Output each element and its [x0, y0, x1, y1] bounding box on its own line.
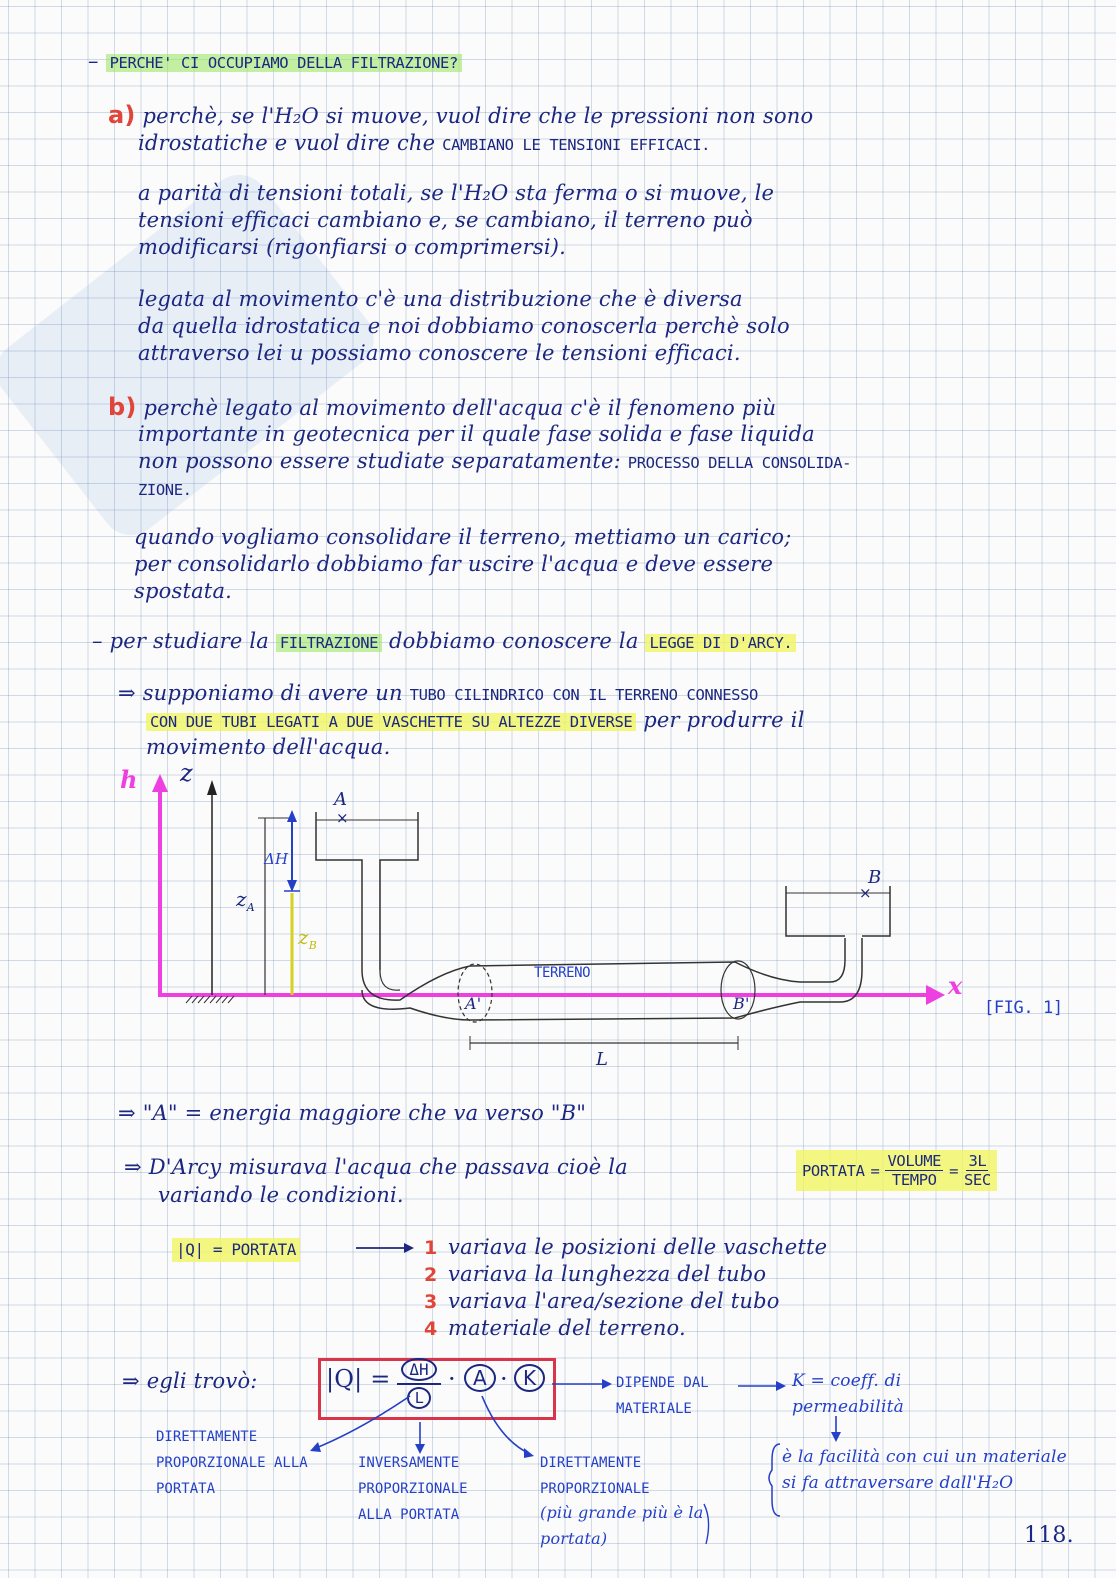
point-b-caps: PROCESSO DELLA CONSOLIDA-	[627, 454, 852, 472]
point-b-marker: b)	[108, 393, 137, 421]
point-a-marker: a)	[108, 101, 136, 129]
para3-line3: attraverso lei u possiamo conoscere le tensioni efficaci.	[138, 341, 741, 365]
z-label: z	[180, 759, 193, 787]
dir1-note: DIRETTAMENTE PROPORZIONALE ALLA PORTATA	[156, 1429, 308, 1497]
arrow-icon: ⇒	[118, 681, 136, 705]
dir2-note: DIRETTAMENTE PROPORZIONALE	[540, 1455, 650, 1497]
filtrazione-highlight: FILTRAZIONE	[276, 634, 382, 652]
point-b-text3: non possono essere studiate separatamente:	[138, 449, 621, 473]
formula-a: A	[464, 1364, 496, 1392]
para3-line2: da quella idrostatica e noi dobbiamo conoscerla perchè solo	[138, 314, 790, 338]
a-label: A	[334, 789, 348, 810]
suppose-post: per produrre il	[643, 708, 805, 732]
page-number: 118.	[1024, 1523, 1074, 1548]
dir2-paren-note: (più grande più è la portata)	[540, 1503, 704, 1548]
arrow-icon-3: ⇒	[124, 1155, 142, 1179]
suppose-pre: supponiamo di avere un	[142, 681, 403, 705]
q-portata-label: |Q| = PORTATA	[172, 1238, 300, 1262]
arrow-icon-2: ⇒	[118, 1101, 136, 1125]
arrowhead-5	[776, 1381, 786, 1391]
arrowhead-4	[602, 1379, 612, 1389]
egli-trovo-text: egli trovò:	[146, 1369, 258, 1393]
para3-line1: legata al movimento c'è una distribuzione che è diversa	[138, 287, 743, 311]
arrow-to-dir2	[482, 1396, 530, 1454]
para5-line1: quando vogliamo consolidare il terreno, mettiamo un carico;	[134, 525, 792, 549]
point-b-line2: importante in geotecnica per il quale fase solida e fase liquida	[138, 422, 815, 446]
formula-l: L	[407, 1387, 431, 1409]
section-title: – PERCHE' CI OCCUPIAMO DELLA FILTRAZIONE?	[88, 48, 462, 77]
point-b-text1: perchè legato al movimento dell'acqua c'è il fenomeno più	[143, 396, 777, 420]
fig-label: [FIG. 1]	[984, 998, 1063, 1018]
k-note: è la facilità con cui un materiale si fa attraversare dall'H₂O	[782, 1447, 1067, 1493]
terreno-label: TERRENO	[534, 965, 591, 981]
darcy-measure-line2: variando le condizioni.	[158, 1183, 404, 1207]
formula-dot-1: ·	[448, 1365, 456, 1393]
darcy-intro-mid: dobbiamo conoscere la	[389, 629, 639, 653]
arrowhead-3	[524, 1448, 534, 1458]
arrow-icon-4: ⇒	[122, 1369, 140, 1393]
za-label: $z_A$	[236, 887, 255, 914]
a-prime-label: A'	[465, 994, 482, 1013]
suppose-caps1: TUBO CILINDRICO CON IL TERRENO CONNESSO	[409, 686, 758, 704]
legge-darcy-highlight: LEGGE DI D'ARCY.	[645, 634, 796, 652]
inv-note: INVERSAMENTE PROPORZIONALE ALLA PORTATA	[358, 1455, 468, 1523]
formula-dot-2: ·	[500, 1365, 508, 1393]
list-item-1: 1 variava le posizioni delle vaschette	[424, 1235, 828, 1259]
dh-label: ΔH	[264, 850, 289, 868]
mark-a: ×	[336, 809, 349, 827]
eq-sign-2: =	[949, 1161, 958, 1180]
para5-line2: per consolidarlo dobbiamo far uscire l'acqua e deve essere	[134, 552, 774, 576]
mark-b: ×	[859, 884, 872, 902]
section-title-text: PERCHE' CI OCCUPIAMO DELLA FILTRAZIONE?	[106, 54, 462, 72]
point-a-text1: perchè, se l'H₂O si muove, vuol dire che le pressioni non sono	[142, 104, 814, 128]
list-item-3: 3 variava l'area/sezione del tubo	[424, 1289, 780, 1313]
para2-line1: a parità di tensioni totali, se l'H₂O sta ferma o si muove, le	[138, 181, 775, 205]
dipende-note: DIPENDE DAL MATERIALE	[616, 1375, 709, 1417]
x-label: x	[948, 971, 963, 1000]
k-def-note: K = coeff. di permeabilità	[792, 1371, 904, 1417]
k-note-brace	[769, 1444, 780, 1516]
eq-sign: =	[870, 1161, 880, 1180]
para2-line2: tensioni efficaci cambiano e, se cambiano, il terreno può	[138, 208, 753, 232]
para5-line3: spostata.	[134, 579, 233, 603]
b-label: B	[868, 867, 882, 888]
darcy-measure-text: D'Arcy misurava l'acqua che passava cioè la	[148, 1155, 628, 1179]
formula-k: K	[514, 1364, 545, 1392]
suppose-line3: movimento dell'acqua.	[146, 735, 391, 759]
point-a-caps: CAMBIANO LE TENSIONI EFFICACI.	[442, 136, 711, 154]
energy-text: "A" = energia maggiore che va verso "B"	[142, 1101, 587, 1125]
list-item-2: 2 variava la lunghezza del tubo	[424, 1262, 767, 1286]
zb-label: $z_B$	[298, 925, 318, 952]
para2-line3: modificarsi (rigonfiarsi o comprimersi).	[138, 235, 567, 259]
darcy-intro-pre: per studiare la	[109, 629, 269, 653]
darcy-intro: – per studiare la FILTRAZIONE dobbiamo conoscere la LEGGE DI D'ARCY.	[92, 628, 796, 657]
h-label: h	[120, 765, 138, 794]
formula-q: |Q| =	[326, 1365, 391, 1393]
portata-word: PORTATA	[802, 1161, 865, 1180]
arrow-to-dir1	[316, 1396, 410, 1448]
l-label: L	[596, 1049, 609, 1070]
b-prime-label: B'	[733, 994, 750, 1013]
point-a-text2: idrostatiche e vuol dire che	[138, 131, 436, 155]
arrowhead-6	[831, 1432, 841, 1442]
list-item-4: 4 materiale del terreno.	[424, 1316, 686, 1340]
volume-fraction: VOLUME TEMPO	[887, 1152, 942, 1189]
point-b-caps2: ZIONE.	[138, 481, 192, 499]
formula-dh: ΔH	[401, 1358, 436, 1381]
unit-fraction: 3L SEC	[964, 1152, 991, 1189]
suppose-caps2: CON DUE TUBI LEGATI A DUE VASCHETTE SU ALTEZZE DIVERSE	[146, 713, 636, 731]
